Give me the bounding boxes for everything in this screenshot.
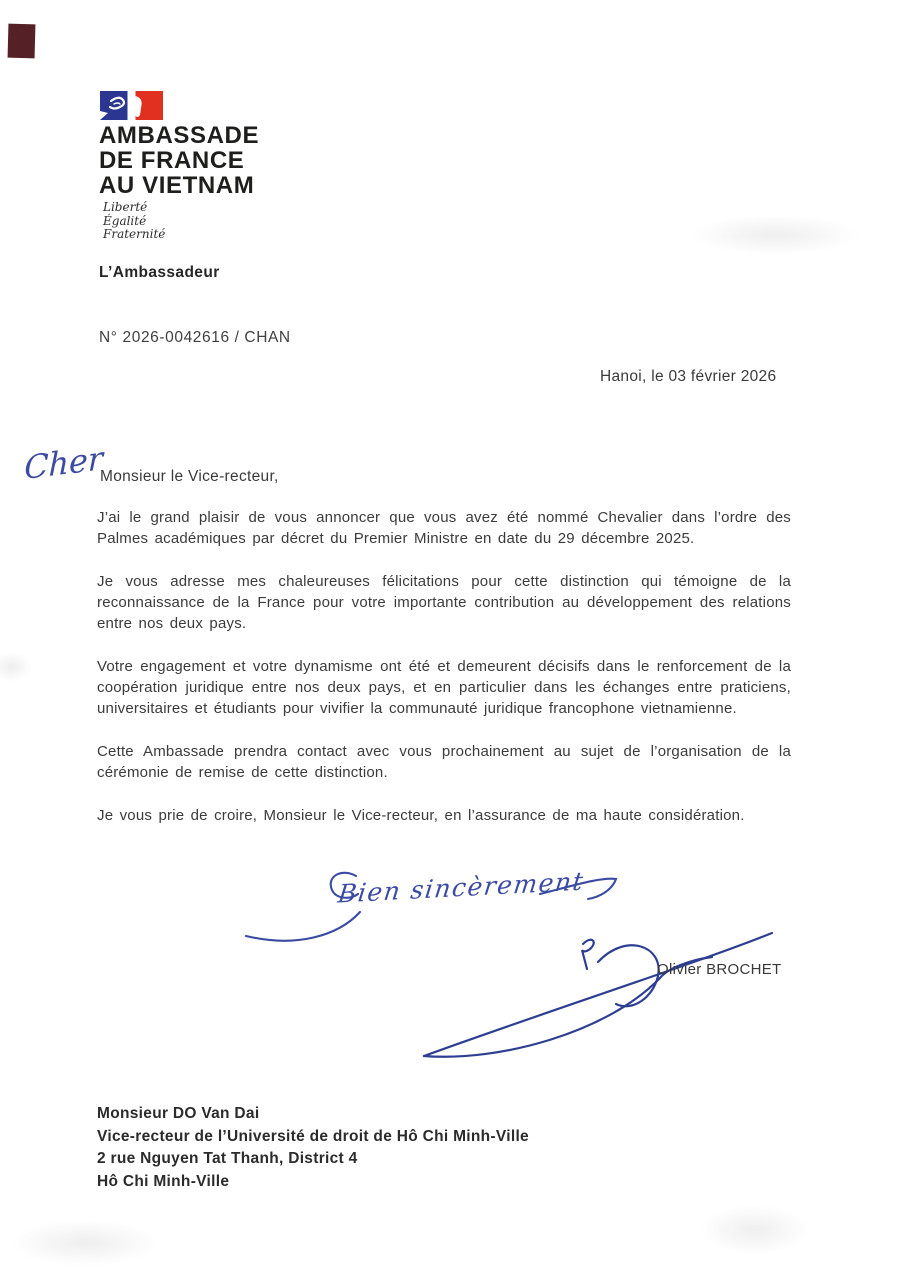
salutation: Monsieur le Vice-recteur, [100, 468, 279, 485]
dateline: Hanoi, le 03 février 2026 [600, 368, 777, 385]
french-flag-marianne-icon [100, 91, 163, 121]
republic-motto [103, 201, 165, 242]
signer-name: Olivier BROCHET [657, 961, 782, 978]
recipient-line: 2 rue Nguyen Tat Thanh, District 4 [97, 1150, 358, 1167]
embassy-name-line: DE FRANCE [99, 147, 245, 174]
recipient-address [97, 1103, 529, 1193]
scan-smudge [700, 1205, 810, 1255]
reference-number: N° 2026-0042616 / CHAN [99, 329, 291, 346]
recipient-line: Vice-recteur de l’Université de droit de Hô Chi Minh-Ville [97, 1127, 529, 1145]
paragraph: Je vous prie de croire, Monsieur le Vice-recteur, en l’assurance de ma haute considération. [97, 807, 745, 824]
recipient-line: Hô Chi Minh-Ville [97, 1172, 230, 1190]
embassy-name-line: AU VIETNAM [99, 172, 255, 199]
motto-line: Liberté [103, 200, 148, 214]
paragraph: Je vous adresse mes chaleureuses félicitations pour cette distinction qui témoigne de la reconnaissance de la France pour votre importante contribution au développement des relations entre nos deux pays. [97, 573, 791, 632]
scan-smudge [0, 652, 32, 682]
scan-artifact-square [8, 24, 36, 59]
sender-title: L’Ambassadeur [99, 264, 220, 281]
paragraph: Cette Ambassade prendra contact avec vous prochainement au sujet de l’organisation de la cérémonie de remise de cette distinction. [97, 743, 791, 781]
paragraph: J’ai le grand plaisir de vous annoncer que vous avez été nommé Chevalier dans l’ordre des Palmes académiques par décret du Premier Ministre en date du 29 décembre 2025. [97, 509, 791, 547]
handwritten-cher: Cher [23, 438, 104, 488]
scan-smudge [690, 215, 860, 255]
recipient-line: Monsieur DO Van Dai [97, 1105, 260, 1122]
embassy-name [99, 123, 259, 198]
letter-body [97, 507, 791, 848]
signature-olivier-brochet [400, 920, 790, 1070]
embassy-name-line: AMBASSADE [99, 122, 260, 149]
motto-line: Fraternité [103, 227, 166, 241]
handwritten-closing-phrase: Bien sincèrement [336, 866, 586, 909]
paragraph: Votre engagement et votre dynamisme ont été et demeurent décisifs dans le renforcement de la coopération juridique entre nos deux pays, et en particulier dans les échanges entre praticiens, universitaires et étudiants pour vivifier la communauté juridique francophone vietnamienne. [97, 658, 791, 717]
scan-smudge [10, 1220, 160, 1266]
motto-line: Égalité [103, 213, 147, 228]
